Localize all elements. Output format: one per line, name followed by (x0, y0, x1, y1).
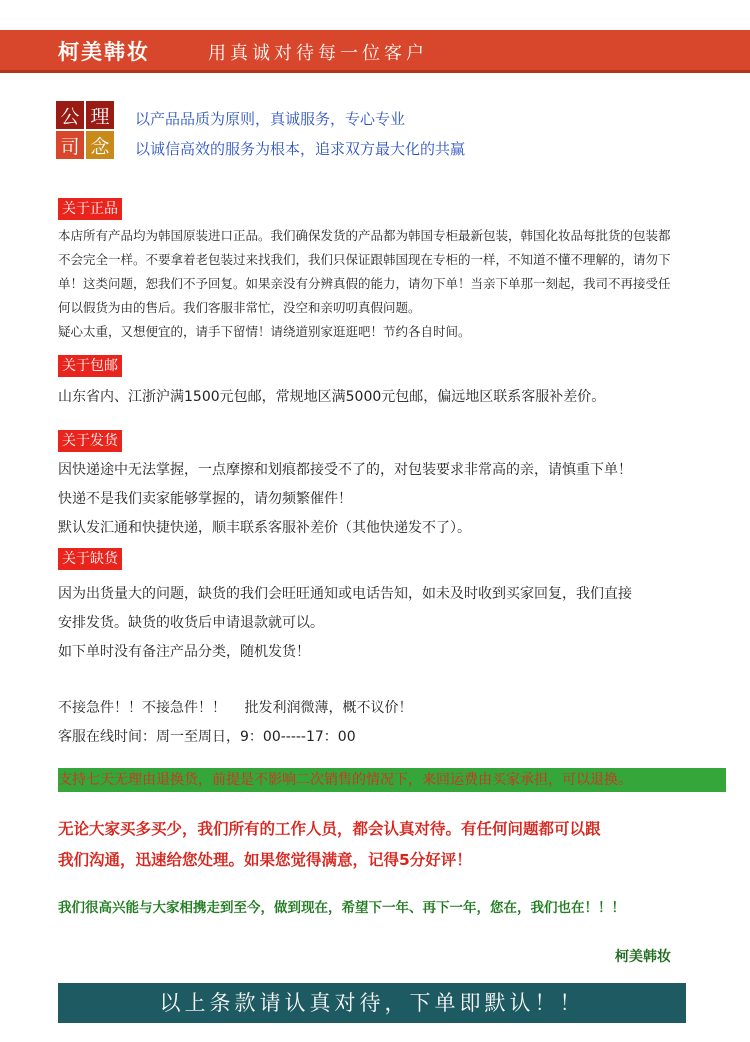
genuine-text (58, 224, 718, 344)
motto-char-si: 司 (56, 131, 84, 159)
motto-char-li: 理 (86, 101, 114, 129)
genuine-line: 不会完全一样。不要拿着老包装过来找我们，我们只保证跟韩国现在专柜的一样，不知道不懂不理解的，请勿下 (58, 252, 671, 267)
promise-line-1: 无论大家买多买少，我们所有的工作人员，都会认真对待。有任何问题都可以跟 (58, 820, 601, 838)
stockout-line: 因为出货量大的问题，缺货的我们会旺旺通知或电话告知，如未及时收到买家回复，我们直接 (58, 586, 632, 602)
service-hours: 客服在线时间：周一至周日，9：00-----17：00 (58, 729, 356, 745)
motto-line-2: 以诚信高效的服务为根本，追求双方最大化的共赢 (135, 140, 466, 158)
footer-banner: 以上条款请认真对待，下单即默认！！ (58, 983, 686, 1023)
genuine-line: 本店所有产品均为韩国原装进口正品。我们确保发货的产品都为韩国专柜最新包装，韩国化妆品每批货的包装都 (58, 228, 671, 243)
tag-delivery: 关于发货 (58, 430, 122, 452)
shop-slogan: 用真诚对待每一位客户 (208, 43, 428, 64)
tag-free-shipping: 关于包邮 (58, 355, 122, 377)
free-shipping-line: 山东省内、江浙沪满1500元包邮，常规地区满5000元包邮，偏远地区联系客服补差价。 (58, 389, 606, 405)
shop-name: 柯美韩妆 (58, 40, 150, 64)
urgent-notice: 不接急件！！不接急件！！ 批发利润微薄，概不议价！ (58, 700, 413, 716)
motto-line-1: 以产品品质为原则，真诚服务，专心专业 (135, 110, 406, 128)
free-shipping-text (58, 383, 718, 412)
genuine-line: 单！这类问题，恕我们不予回复。如果亲没有分辨真假的能力，请勿下单！当亲下单那一刻起，我司不再接受任 (58, 276, 671, 291)
genuine-line: 何以假货为由的售后。我们客服非常忙，没空和亲叨叨真假问题。 (58, 300, 421, 315)
promise-line-2: 我们沟通，迅速给您处理。如果您觉得满意，记得5分好评！ (58, 851, 472, 869)
motto-char-gong: 公 (56, 101, 84, 129)
stockout-text (58, 580, 718, 667)
delivery-line: 默认发汇通和快捷快递，顺丰联系客服补差价（其他快递发不了）。 (58, 520, 471, 536)
stockout-line: 如下单时没有备注产品分类，随机发货！ (58, 644, 310, 660)
header-banner (0, 30, 750, 73)
closing-message: 我们很高兴能与大家相携走到至今，做到现在，希望下一年、再下一年，您在，我们也在！！！ (58, 900, 625, 916)
delivery-line: 因快递途中无法掌握，一点摩擦和划痕都接受不了的，对包装要求非常高的亲，请慎重下单！ (58, 462, 632, 478)
delivery-text (58, 456, 718, 543)
return-policy-bar: 支持七天无理由退换货，前提是不影响二次销售的情况下，来回运费由买家承担，可以退换。 (58, 768, 726, 792)
signature: 柯美韩妆 (615, 949, 671, 965)
tag-genuine: 关于正品 (58, 198, 122, 220)
tag-stockout: 关于缺货 (58, 548, 122, 570)
delivery-line: 快递不是我们卖家能够掌握的，请勿频繁催件！ (58, 491, 352, 507)
motto-char-nian: 念 (86, 131, 114, 159)
stockout-line: 安排发货。缺货的收货后申请退款就可以。 (58, 615, 324, 631)
genuine-line: 疑心太重，又想便宜的，请手下留情！请绕道别家逛逛吧！节约各自时间。 (58, 324, 471, 339)
notices (58, 694, 718, 752)
